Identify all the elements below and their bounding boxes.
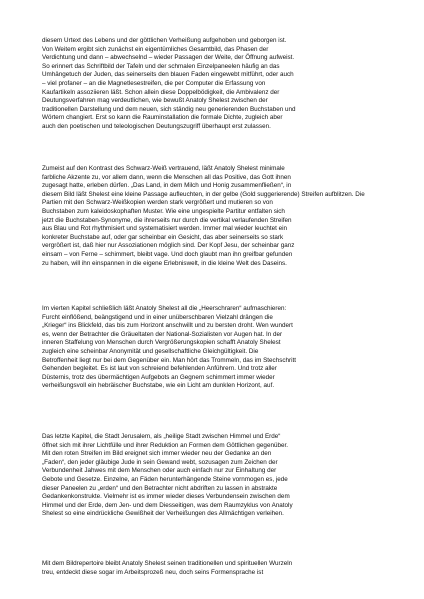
paragraph-2: Zumeist auf den Kontrast des Schwarz-Weiß vertrauend, läßt Anatoly Shelest minimale farbliche Akzente zu, vor allem dann, wenn die Menschen all das Positive, das Gott ihnen zugesagt hatte, erleben dürfen. „Das Land, in dem Milch und Honig zusammenfließen“, in diesem Bild läßt Shelest eine kleine Passage aufleuchten, in der gelbe (Gold suggerierende) Streifen aufblitzen. Die Partien mit den Schwarz-Weißkopien werden stark vergrößert und mutieren so von Buchstaben zum kaleidoskophaften Muster. Wie eine ungespielte Partitur entfalten sich jetzt die Buchstaben-Synonyme, die ihrerseits nur durch die vertikal verlaufenden Streifen aus Blau und Rot rhythmisiert und systematisiert werden. Immer mal wieder leuchtet ein konkreter Buchstabe auf, oder gar scheinbar ein Gesicht, das aber seinerseits so stark vergrößert ist, daß hier nur Assoziationen möglich sind. Der Kopf Jesu, der scheinbar ganz einsam – von Ferne – schimmert, bleibt vage. Und doch glaubt man ihn greifbar gefunden zu haben, will ihn einspannen in die eigene Erlebniswelt, in die kleine Welt des Daseins.: [42, 165, 365, 267]
paragraph-3: Im vierten Kapitel schließlich läßt Anatoly Shelest all die „Heerschraren“ aufmaschieren: Furcht einflößend, beängstigend und in einer unüberschbaren Vielzahl drängen die „Krieger“ ins Blickfeld, das bis zum Horizont anschwillt und zu bersten droht. Wen wundert es, wenn der Betrachter die Gräueltaten der National-Sozialisten vor Augen hat. In der inneren Staffelung von Menschen durch Vergrößerungskopien schafft Anatoly Shelest zugleich eine scheinbar Anonymität und gesellschaftliche Gleichgültigkeit. Die Betroffenheit liegt nur bei dem Gegenüber ein. Man hört das Trommeln, das im Stechschritt Gehenden begleitet. Es ist laut von schreiend befehlenden Anführern. Und trotz aller Düsternis, trotz des übermächtigen Aufgebots an Gegnern schimmert immer wieder verheißungsvoll ein hebräischer Buchstabe, wie ein Licht am dunklen Horizont, auf.: [42, 305, 296, 390]
paragraph-4: Das letzte Kapitel, die Stadt Jerusalem, als „heilige Stadt zwischen Himmel und Erde“ öffnet sich mit ihrer Lichtfülle und ihrer Reduktion an Formen dem Göttlichen gegenüber. Mit den roten Streifen im Bild ereignet sich immer wieder neu der Gedanke an den „Faden“, den jeder gläubige Jude in sein Gewand webt, sozusagen zum Zeichen der Verbundenheit Jahwes mit dem Menschen oder auch einfach nur zur Einhaltung der Gebote und Gesetze. Einzelne, an Fäden herunterhängende Steine vornmogen es, jede dieser Paneelen zu „erden“ und den Betrachter nicht abdriften zu lassen in abstrakte Gedankenkonstrukte. Vielmehr ist es immer wieder dieses Verbundensein zwischen dem Himmel und der Erde, dem Jen- und dem Diesseitigen, was dem Raumzyklus von Anatoly Shelest so eine eindrückliche Gewißheit der Verheißungen des Allmächtigen verleihen.: [42, 433, 293, 518]
paragraph-1: diesem Urtext des Lebens und der göttlichen Verheißung aufgehoben und geborgen ist. Von Weitem ergibt sich zunächst ein eigentümliches Gesamtbild, das Phasen der Verdichtung und dann – abwechselnd – wieder Passagen der Weite, der Öffnung aufweist. So erinnert das Schriftbild der Tafeln und der schmalen Einzelpaneelen häufig an das Umhängetuch der Juden, das seinerseits den blauen Faden eingewebt mitführt, oder auch – viel profaner – an die Magnetlesestreifen, die per Computer die Erfassung von Kaufartikeln assoziieren läßt. Schon allein diese Doppelbödigkeit, die Ambivalenz der Deutungsverfahren mag verdeutlichen, wie bewußt Anatoly Shelest zwischen der traditionellen Darstellung und dem neuen, sich ständig neu generierenden Buchstaben und Wörtern changiert. Erst so kann die Rauminstallation die formale Dichte, zugleich aber auch den poetischen und teleologischen Deutungszugriff überhaupt erst zulassen.: [42, 37, 296, 130]
paragraph-5: Mit dem Bildrepertoire bleibt Anatoly Shelest seinen traditionellen und spirituellen Wurzeln treu, entdeckt diese sogar im Arbeitsprozeß neu, doch seins Formensprache ist: [42, 560, 293, 576]
